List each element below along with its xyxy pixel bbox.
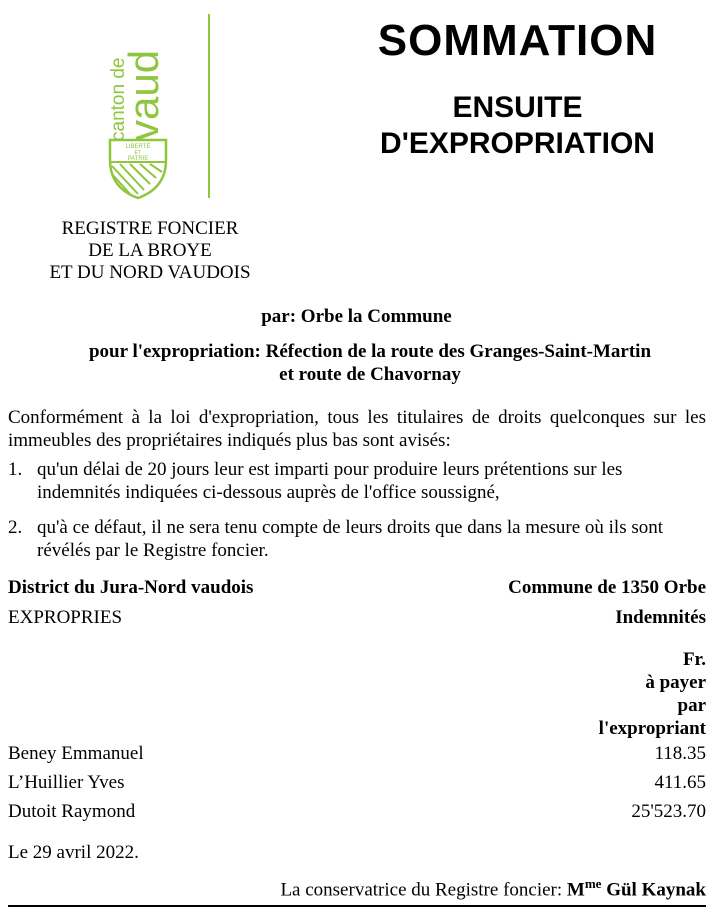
amount-header-line: par [677, 695, 706, 716]
expropriation-project [30, 340, 710, 386]
list-item-text: qu'un délai de 20 jours leur est imparti pour produire leurs prétentions sur les indemnités indiquées ci-dessous auprès de l'office soussigné, [37, 459, 623, 503]
district-label: District du Jura-Nord vaudois [8, 577, 254, 598]
signature-prefix: La conservatrice du Registre foncier: [280, 879, 567, 901]
registry-line-2: DE LA BROYE [88, 240, 212, 261]
list-item-text: qu'à ce défaut, il ne sera tenu compte de leurs droits que dans la mesure où ils sont révélés par le Registre foncier. [37, 517, 664, 561]
signature-title: M [566, 879, 585, 901]
subtitle-line-2: D'EXPROPRIATION [380, 127, 655, 160]
logo-divider-line [208, 14, 210, 198]
project-line-1: pour l'expropriation: Réfection de la route des Granges-Saint-Martin [88, 341, 652, 362]
intro-paragraph: Conformément à la loi d'expropriation, tous les titulaires de droits quelconques sur les immeubles des propriétaires indiqués plus bas sont avisés: [8, 407, 706, 451]
list-item [8, 516, 706, 562]
amount-header-line: l'expropriant [598, 718, 706, 739]
document-subtitle [330, 90, 705, 162]
indemnity-amount: 411.65 [654, 772, 706, 793]
registry-line-1: REGISTRE FONCIER [61, 218, 239, 239]
expropriator: par: Orbe la Commune [261, 306, 452, 327]
svg-text:PATRIE: PATRIE [127, 156, 149, 162]
project-line-2: et route de Chavornay [279, 364, 461, 385]
signatory-name: Gül Kaynak [601, 879, 706, 901]
svg-text:ET: ET [134, 150, 142, 156]
indemnites-header: Indemnités [615, 607, 706, 628]
registry-office [20, 218, 280, 284]
signature-title-sup: me [584, 876, 602, 891]
amount-header-line: à payer [645, 672, 706, 693]
logo-wordmark-large: vaud [120, 49, 162, 141]
logo-wordmark-small: canton de [108, 57, 129, 141]
canton-de-vaud-logo [102, 8, 162, 143]
list-item-number: 2. [8, 517, 23, 538]
owner-name: Beney Emmanuel [8, 743, 144, 764]
indemnity-amount: 118.35 [654, 743, 706, 764]
document-date: Le 29 avril 2022. [8, 842, 139, 863]
svg-text:LIBERTÉ: LIBERTÉ [125, 144, 151, 150]
commune-label: Commune de 1350 Orbe [508, 577, 706, 598]
indemnity-amount: 25'523.70 [631, 801, 706, 822]
subtitle-line-1: ENSUITE [452, 91, 583, 124]
amount-column-header [599, 648, 706, 740]
list-item [8, 458, 706, 504]
bottom-rule [8, 905, 706, 907]
owner-name: Dutoit Raymond [8, 801, 136, 822]
owner-name: L’Huillier Yves [8, 772, 125, 793]
amount-header-line: Fr. [682, 649, 706, 670]
expropries-header: EXPROPRIES [8, 607, 123, 628]
list-item-number: 1. [8, 459, 23, 480]
signature-line [280, 876, 706, 901]
document-title: SOMMATION [377, 16, 658, 65]
vaud-shield-icon [108, 138, 168, 200]
registry-line-3: ET DU NORD VAUDOIS [49, 262, 251, 283]
